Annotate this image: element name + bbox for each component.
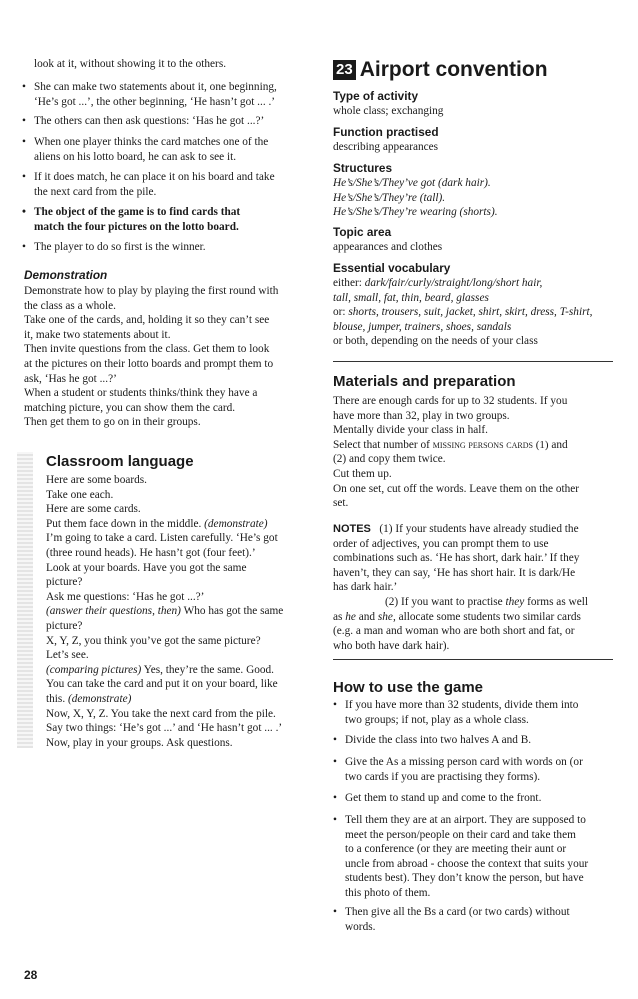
bullet-icon: •	[333, 814, 337, 826]
list-item: • Get them to stand up and come to the front.	[333, 792, 542, 804]
classroom-language-heading: Classroom language	[46, 453, 194, 470]
bullet-icon: •	[22, 206, 26, 218]
continued-line: look at it, without showing it to the others.	[34, 58, 227, 70]
list-item-emphasis: • The object of the game is to find cards that match the four pictures on the lotto board.	[22, 206, 241, 233]
materials-heading: Materials and preparation	[333, 373, 516, 390]
classroom-language-text: Here are some boards. Take one each. Here are some cards. Put them face down in the middle. (demonstrate) I’m going to take a card. Listen carefully. ‘He’s got (three round heads). He hasn’t got (four feet).’ Look at your boards. Have you got the same picture? Ask me questions: ‘Has he got ...?’ (answer their questions, then) Who has got the same picture? X, Y, Z, you think you’ve got the same picture? Let’s see. (comparing pictures) Yes, they’re the same. Good. You can take the card and put it on your board, like this. (demonstrate) Now, X, Y, Z. You take the next card from the pile. Say two things: ‘He’s got ...’ and ‘He hasn’t got ... .’ Now, play in your groups. Ask questions.	[46, 474, 284, 749]
structures-heading: Structures	[333, 161, 393, 175]
list-item: • She can make two statements about it, one beginning, ‘He’s got ...’, the other beginning, ‘He hasn’t got ... .’	[22, 81, 277, 108]
classroom-language-sidebar-bar	[17, 452, 33, 748]
list-item: • The player to do so first is the winner.	[22, 241, 206, 253]
topic-heading: Topic area	[333, 225, 392, 239]
structures-list: He’s/She’s/They’ve got (dark hair). He’s/She’s/They’re (tall). He’s/She’s/They’re wearing (shorts).	[333, 177, 498, 219]
notes-text: NOTES (1) If your students have already studied the order of adjectives, you can prompt them to use combinations such as. ‘He has short, dark hair.’ If they haven’t, they can say, ‘He has short hair. It is dark/He has dark hair.’ (2) If you want to practise they forms as well as he and she, allocate some students two similar cards (e.g. a man and woman who are both short and fat, or who both have dark hair).	[333, 523, 588, 652]
list-item: • Tell them they are at an airport. They are supposed to meet the person/people on their card and take them to a conference (or they are meeting their aunt or uncle from abroad - choose the context that suits your students best). They don’t know the person, but have this photo of them.	[333, 814, 589, 899]
function-text: describing appearances	[333, 141, 439, 153]
function-heading: Function practised	[333, 125, 439, 139]
list-item: • When one player thinks the card matches one of the aliens on his lotto board, he can ask to see it.	[22, 136, 269, 163]
materials-text: There are enough cards for up to 32 students. If you have more than 32, play in two groups. Mentally divide your class in half. Select that number of missing persons cards (1) and (2) and copy them twice. Cut them up. On one set, cut off the words. Leave them on the other set.	[333, 395, 580, 510]
page-number: 28	[24, 968, 38, 982]
demonstration-text: Demonstrate how to play by playing the first round with the class as a whole. Take one of the cards, and, holding it so they can’t see it, make two statements about it. Then invite questions from the class. Get them to look at the pictures on their lotto boards and prompt them to ask, ‘Has he got ...?’ When a student or students thinks/think they have a matching picture, you can show them the card. Then get them to go on in their groups.	[24, 285, 279, 429]
page-title: Airport convention	[359, 58, 548, 81]
notes-label: NOTES	[333, 523, 371, 535]
bullet-icon: •	[333, 756, 337, 768]
game-number-badge: 23	[333, 60, 356, 80]
howto-heading: How to use the game	[333, 679, 484, 696]
section-divider	[333, 659, 613, 660]
bullet-icon: •	[333, 699, 337, 711]
bullet-icon: •	[22, 81, 26, 93]
game-title	[333, 58, 548, 82]
type-text: whole class; exchanging	[333, 105, 444, 117]
list-item: • The others can then ask questions: ‘Has he got ...?’	[22, 115, 265, 127]
bullet-icon: •	[333, 734, 337, 746]
list-item: • If it does match, he can place it on his board and take the next card from the pile.	[22, 171, 275, 198]
type-heading: Type of activity	[333, 89, 419, 103]
section-divider	[333, 361, 613, 362]
topic-text: appearances and clothes	[333, 241, 443, 253]
bullet-icon: •	[22, 171, 26, 183]
vocabulary-heading: Essential vocabulary	[333, 261, 451, 275]
list-item: • Then give all the Bs a card (or two cards) without words.	[333, 906, 570, 933]
bullet-icon: •	[333, 792, 337, 804]
vocabulary-text: either: dark/fair/curly/straight/long/short hair, tall, small, fat, thin, beard, glasses or: shorts, trousers, suit, jacket, shirt, skirt, dress, T-shirt, blouse, jumper, trainers, shoes, sandals or both, depending on the needs of your class	[333, 277, 593, 348]
list-item: • If you have more than 32 students, divide them into two groups; if not, play as a whole class.	[333, 699, 579, 726]
demonstration-heading: Demonstration	[24, 268, 108, 282]
list-item: • Divide the class into two halves A and B.	[333, 734, 532, 746]
bullet-icon: •	[22, 115, 26, 127]
bullet-icon: •	[333, 906, 337, 918]
bullet-icon: •	[22, 241, 26, 253]
bullet-icon: •	[22, 136, 26, 148]
list-item: • Give the As a missing person card with words on (or two cards if you are practising they forms).	[333, 756, 583, 783]
